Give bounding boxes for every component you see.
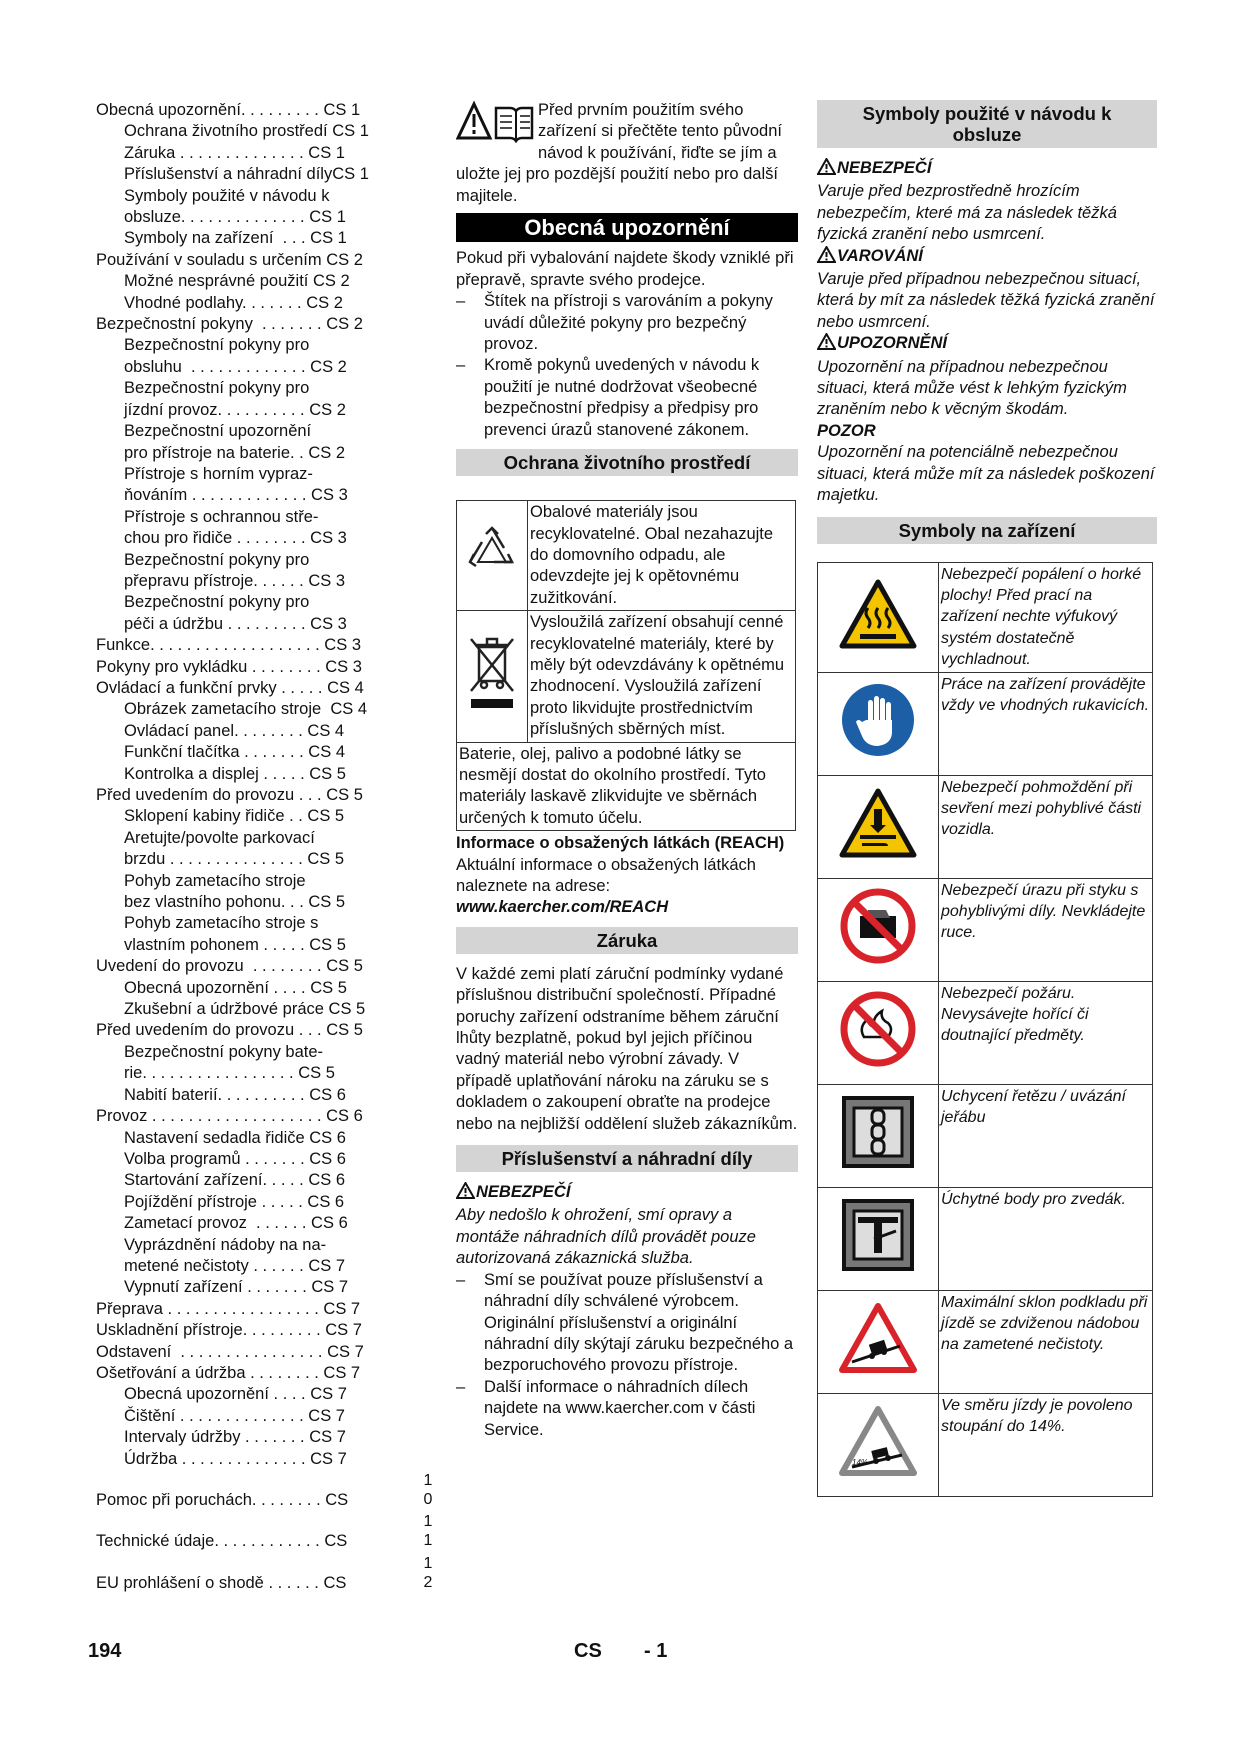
device-symbol-text: Maximální sklon podkladu při jízdě se zdviženou nádobou na zametené nečistoty. [939, 1290, 1153, 1393]
toc-entry[interactable] [96, 1554, 436, 1594]
toc-entry[interactable]: pro přístroje na baterie. . CS 2 [124, 443, 346, 462]
accessories-warning-text: Aby nedošlo k ohrožení, smí opravy a montáže náhradních dílů provádět pouze autorizovaná zákaznická služba. [456, 1206, 756, 1268]
bin-text: Vysloužilá zařízení obsahují cenné recyklovatelné materiály, které by měly být odevzdávány k opětnému zhodnocení. Vysloužilá zařízení proto likvidujte prostřednictvím příslušných sběrných míst. [528, 611, 796, 742]
caution-label: UPOZORNĚNÍ [837, 334, 948, 353]
toc-page-digit: 2 [423, 1573, 433, 1591]
toc-entry[interactable]: Bezpečnostní upozornění [124, 422, 312, 441]
toc-entry[interactable]: Kontrolka a displej . . . . . CS 5 [124, 764, 346, 783]
device-symbols-title: Symboly na zařízení [817, 517, 1157, 544]
toc-entry[interactable] [96, 1513, 436, 1552]
toc-entry[interactable]: Údržba . . . . . . . . . . . . . . CS 7 [124, 1449, 347, 1468]
toc-entry[interactable]: Ovládací a funkční prvky . . . . . CS 4 [96, 678, 364, 697]
toc-entry[interactable]: Uvedení do provozu . . . . . . . . CS 5 [96, 957, 363, 976]
intro-text: Před prvním použitím svého zařízení si přečtěte tento původní návod k používání, řiďte se jím a uložte jej pro pozdější použití nebo pro další majitele. [456, 101, 782, 205]
footer-section-number: - 1 [644, 1640, 668, 1662]
toc-entry[interactable]: Před uvedením do provozu . . . CS 5 [96, 1021, 363, 1040]
environment-title: Ochrana životního prostředí [456, 449, 798, 476]
middle-column [456, 100, 798, 1441]
toc-entry-label: Pomoc při poruchách. . . . . . . . CS [96, 1491, 349, 1509]
gradient-percent: 14% [852, 1458, 869, 1468]
toc-entry[interactable]: Bezpečnostní pokyny pro [124, 379, 310, 398]
toc-entry[interactable]: Ochrana životního prostředí CS 1 [124, 122, 369, 141]
chain-icon [818, 1084, 939, 1187]
toc-entry[interactable]: vlastním pohonem . . . . . CS 5 [124, 935, 346, 954]
toc-entry-label: Technické údaje. . . . . . . . . . . . CS [96, 1532, 348, 1551]
attention-text: Upozornění na potenciálně nebezpečnou situaci, která může mít za následek poškození majetku. [817, 443, 1155, 505]
device-symbol-text: Ve směru jízdy je povoleno stoupání do 14%. [939, 1393, 1153, 1496]
general-bullet-2: – Kromě pokynů uvedených v návodu k použití je nutné dodržovat všeobecné bezpečnostní předpisy a předpisy pro prevenci úrazů stanovené zákonem. [456, 355, 798, 441]
toc-entry[interactable]: brzdu . . . . . . . . . . . . . . . CS 5 [124, 850, 345, 869]
toc-page-digit: 1 [423, 1554, 433, 1572]
toc-entry[interactable]: Před uvedením do provozu . . . CS 5 [96, 786, 363, 804]
toc-entry[interactable]: Obecná upozornění. . . . . . . . . CS 1 [96, 101, 361, 119]
toc-entry[interactable] [96, 1472, 436, 1511]
attention-label: POZOR [817, 421, 876, 440]
toc-entry[interactable]: Záruka . . . . . . . . . . . . . . CS 1 [124, 143, 345, 162]
manual-symbols-title: Symboly použité v návodu k obsluze [817, 100, 1157, 148]
toc-entry[interactable]: Čištění . . . . . . . . . . . . . . CS 7 [124, 1406, 345, 1425]
toc-entry[interactable]: Ovládací panel. . . . . . . . CS 4 [124, 721, 345, 740]
toc-entry[interactable]: Vhodné podlahy. . . . . . . CS 2 [124, 293, 343, 312]
device-symbol-text: Uchycení řetězu / uvázání jeřábu [939, 1084, 1153, 1187]
toc-entry[interactable]: metené nečistoty . . . . . . CS 7 [124, 1256, 346, 1275]
device-symbol-text: Úchytné body pro zvedák. [939, 1187, 1153, 1290]
warning-read-manual-icon [456, 100, 534, 146]
toc-entry[interactable]: Bezpečnostní pokyny pro [124, 336, 310, 355]
accessories-bullet-1: – Smí se používat pouze příslušenství a náhradní díly schválené výrobcem. Originální příslušenství a originální náhradní díly skýtají záruku bezpečného a bezporuchového provozu přístroje. [456, 1270, 798, 1377]
toc-entry[interactable]: obsluhu . . . . . . . . . . . . . CS 2 [124, 357, 347, 376]
toc-entry[interactable]: rie. . . . . . . . . . . . . . . . . CS 5 [124, 1064, 335, 1083]
tilt-warning-icon [818, 1290, 939, 1393]
toc-entry[interactable]: Startování zařízení. . . . . CS 6 [124, 1171, 346, 1190]
danger-text: Varuje před bezprostředně hrozícím nebezpečím, které má za následek těžká fyzická zranění nebo usmrcení. [817, 182, 1117, 244]
toc-page-digit: 1 [423, 1513, 433, 1531]
hot-surface-icon [818, 562, 939, 672]
device-symbol-row [818, 1290, 1153, 1393]
danger-triangle-icon [817, 158, 836, 181]
toc-entry[interactable]: Symboly použité v návodu k [124, 186, 330, 205]
toc-entry[interactable]: Pohyb zametacího stroje [124, 871, 306, 890]
warning-triangle-icon [817, 246, 836, 269]
crush-hazard-icon [818, 775, 939, 878]
danger-label: NEBEZPEČÍ [837, 159, 932, 177]
toc-entry[interactable]: Pokyny pro vykládku . . . . . . . . CS 3 [96, 657, 362, 676]
toc-entry[interactable]: Možné nesprávné použití CS 2 [124, 272, 350, 291]
device-symbol-row [818, 562, 1153, 672]
toc-entry[interactable]: Bezpečnostní pokyny . . . . . . . CS 2 [96, 315, 363, 334]
toc-entry[interactable]: Příslušenství a náhradní dílyCS 1 [124, 165, 369, 184]
accessories-title: Příslušenství a náhradní díly [456, 1145, 798, 1172]
toc-entry[interactable]: Přístroje s horním vypraz- [124, 464, 313, 483]
recycle-text: Obalové materiály jsou recyklovatelné. Obal nezahazujte do domovního odpadu, ale odevzdejte jej k opětovnému zužitkování. [528, 501, 796, 611]
toc-entry[interactable]: Funkční tlačítka . . . . . . . CS 4 [124, 743, 345, 762]
gradient-14-icon [818, 1393, 939, 1496]
general-bullet-1: – Štítek na přístroji s varováním a pokyny uvádí důležité pokyny pro bezpečný provoz. [456, 291, 798, 355]
device-symbol-row [818, 981, 1153, 1084]
device-symbol-row [818, 1084, 1153, 1187]
accessories-warning-label: NEBEZPEČÍ [476, 1183, 571, 1202]
toc-entry[interactable]: Uskladnění přístroje. . . . . . . . . CS 7 [96, 1321, 362, 1340]
reach-link[interactable]: www.kaercher.com/REACH [456, 898, 669, 917]
warranty-text: V každé zemi platí záruční podmínky vydané příslušnou distribuční společností. Případné poruchy zařízení odstraníme během záruční lhůty bezplatně, pokud byl jejich příčinou vadný materiál nebo výrobní závady. V případě uplatňování nároku na záruku se s dokladem o zakoupení obraťte na prodejce nebo na nejbližší oddělení služeb zákazníkům. [456, 964, 798, 1133]
toc-entry[interactable]: Symboly na zařízení . . . CS 1 [124, 229, 347, 248]
caution-triangle-icon [817, 333, 836, 356]
general-title: Obecná upozornění [456, 213, 798, 242]
warranty-title: Záruka [456, 927, 798, 954]
warning-label: VAROVÁNÍ [837, 246, 923, 265]
toc-entry[interactable]: přepravu přístroje. . . . . . CS 3 [124, 571, 346, 590]
environment-table [456, 500, 796, 831]
toc-entry[interactable]: Vypnutí zařízení . . . . . . . CS 7 [124, 1278, 349, 1297]
device-symbol-text: Nebezpečí popálení o horké plochy! Před prací na zařízení nechte výfukový systém dostatečně vychladnout. [939, 562, 1153, 672]
crossed-bin-icon [457, 611, 528, 742]
toc-entry[interactable]: Přeprava . . . . . . . . . . . . . . . . . CS 7 [96, 1299, 361, 1318]
gloves-icon [818, 672, 939, 775]
device-symbol-row [818, 775, 1153, 878]
right-column [817, 100, 1157, 1497]
toc-entry[interactable]: jízdní provoz. . . . . . . . . . CS 2 [124, 400, 346, 419]
toc-entry[interactable]: Ošetřování a údržba . . . . . . . . CS 7 [96, 1363, 361, 1382]
device-symbol-text: Práce na zařízení provádějte vždy ve vhodných rukavicích. [939, 672, 1153, 775]
battery-text: Baterie, olej, palivo a podobné látky se nesmějí dostat do okolního prostředí. Tyto materiály laskavě zlikvidujte ve sběrnách určených k tomuto účelu. [457, 742, 796, 831]
toc-entry[interactable]: Zkušební a údržbové práce CS 5 [124, 1000, 366, 1019]
toc-entry[interactable]: Bezpečnostní pokyny pro [124, 593, 310, 612]
toc-entry[interactable]: Obecná upozornění . . . . CS 5 [124, 978, 347, 997]
toc-entry[interactable]: Bezpečnostní pokyny pro [124, 550, 310, 569]
toc-entry[interactable]: Funkce. . . . . . . . . . . . . . . . . . . CS 3 [96, 636, 361, 655]
toc-entry[interactable]: péči a údržbu . . . . . . . . . CS 3 [124, 614, 347, 633]
toc-page-digit: 1 [423, 1532, 433, 1550]
toc-entry[interactable]: Volba programů . . . . . . . CS 6 [124, 1149, 346, 1168]
toc-entry[interactable]: Odstavení . . . . . . . . . . . . . . . . CS 7 [96, 1342, 364, 1361]
toc-entry[interactable]: Zametací provoz . . . . . . CS 6 [124, 1214, 348, 1233]
caution-text: Upozornění na případnou nebezpečnou situaci, která může vést k lehkým fyzickým zraněním nebo k věcným škodám. [817, 357, 1127, 419]
toc-entry-label: EU prohlášení o shodě . . . . . . CS [96, 1573, 347, 1592]
lifting-point-icon [818, 1187, 939, 1290]
toc-entry[interactable]: Vyprázdnění nádoby na na- [124, 1235, 327, 1254]
toc-entry[interactable]: ňováním . . . . . . . . . . . . . CS 3 [124, 486, 348, 505]
no-hands-icon [818, 878, 939, 981]
toc-page-digit: 0 [423, 1491, 433, 1508]
device-symbol-row [818, 1393, 1153, 1496]
toc-entry[interactable]: chou pro řidiče . . . . . . . . CS 3 [124, 529, 347, 548]
toc-entry[interactable]: Provoz . . . . . . . . . . . . . . . . . . . CS 6 [96, 1107, 363, 1126]
warning-triangle-icon [456, 1182, 475, 1205]
device-symbol-row [818, 1187, 1153, 1290]
general-p1: Pokud při vybalování najdete škody vzniklé při přepravě, spravte svého prodejce. [456, 249, 794, 289]
toc-entry[interactable]: Obecná upozornění . . . . CS 7 [124, 1385, 347, 1404]
device-symbol-text: Nebezpečí úrazu při styku s pohyblivými díly. Nevkládejte ruce. [939, 878, 1153, 981]
toc-entry[interactable]: Používání v souladu s určením CS 2 [96, 250, 363, 269]
reach-title: Informace o obsažených látkách (REACH) [456, 834, 785, 853]
toc-entry[interactable]: Nastavení sedadla řidiče CS 6 [124, 1128, 346, 1147]
device-symbol-text: Nebezpečí pohmoždění při sevření mezi pohyblivé části vozidla. [939, 775, 1153, 878]
toc-entry[interactable]: Přístroje s ochrannou stře- [124, 507, 319, 526]
toc-page-digit: 1 [423, 1472, 433, 1489]
device-symbol-text: Nebezpečí požáru. Nevysávejte hořící či doutnající předměty. [939, 981, 1153, 1084]
toc-entry[interactable]: Pohyb zametacího stroje s [124, 914, 319, 933]
toc-entry[interactable]: Aretujte/povolte parkovací [124, 828, 315, 847]
device-symbol-row [818, 878, 1153, 981]
footer-language: CS [574, 1640, 602, 1662]
toc-entry[interactable]: obsluze. . . . . . . . . . . . . . CS 1 [124, 208, 346, 227]
accessories-bullet-2: – Další informace o náhradních dílech najdete na www.kaercher.com v části Service. [456, 1377, 798, 1441]
warning-text: Varuje před případnou nebezpečnou situací, která by mít za následek těžká fyzická zranění nebo usmrcení. [817, 270, 1155, 331]
toc-entry[interactable]: Intervaly údržby . . . . . . . CS 7 [124, 1428, 346, 1447]
toc-entry[interactable]: bez vlastního pohonu. . . CS 5 [124, 893, 346, 912]
table-of-contents [96, 100, 436, 1594]
toc-entry[interactable]: Nabití baterií. . . . . . . . . . CS 6 [124, 1085, 346, 1104]
recycle-icon [457, 501, 528, 611]
toc-entry[interactable]: Obrázek zametacího stroje CS 4 [124, 700, 368, 719]
device-symbols-table [817, 562, 1153, 1497]
no-fire-icon [818, 981, 939, 1084]
toc-entry[interactable]: Bezpečnostní pokyny bate- [124, 1042, 324, 1061]
toc-entry[interactable]: Pojíždění přístroje . . . . . CS 6 [124, 1192, 345, 1211]
toc-entry[interactable]: Sklopení kabiny řidiče . . CS 5 [124, 807, 345, 826]
intro-note [456, 100, 798, 207]
device-symbol-row [818, 672, 1153, 775]
reach-text: Aktuální informace o obsažených látkách naleznete na adrese: [456, 855, 756, 895]
page-number: 194 [88, 1640, 122, 1662]
